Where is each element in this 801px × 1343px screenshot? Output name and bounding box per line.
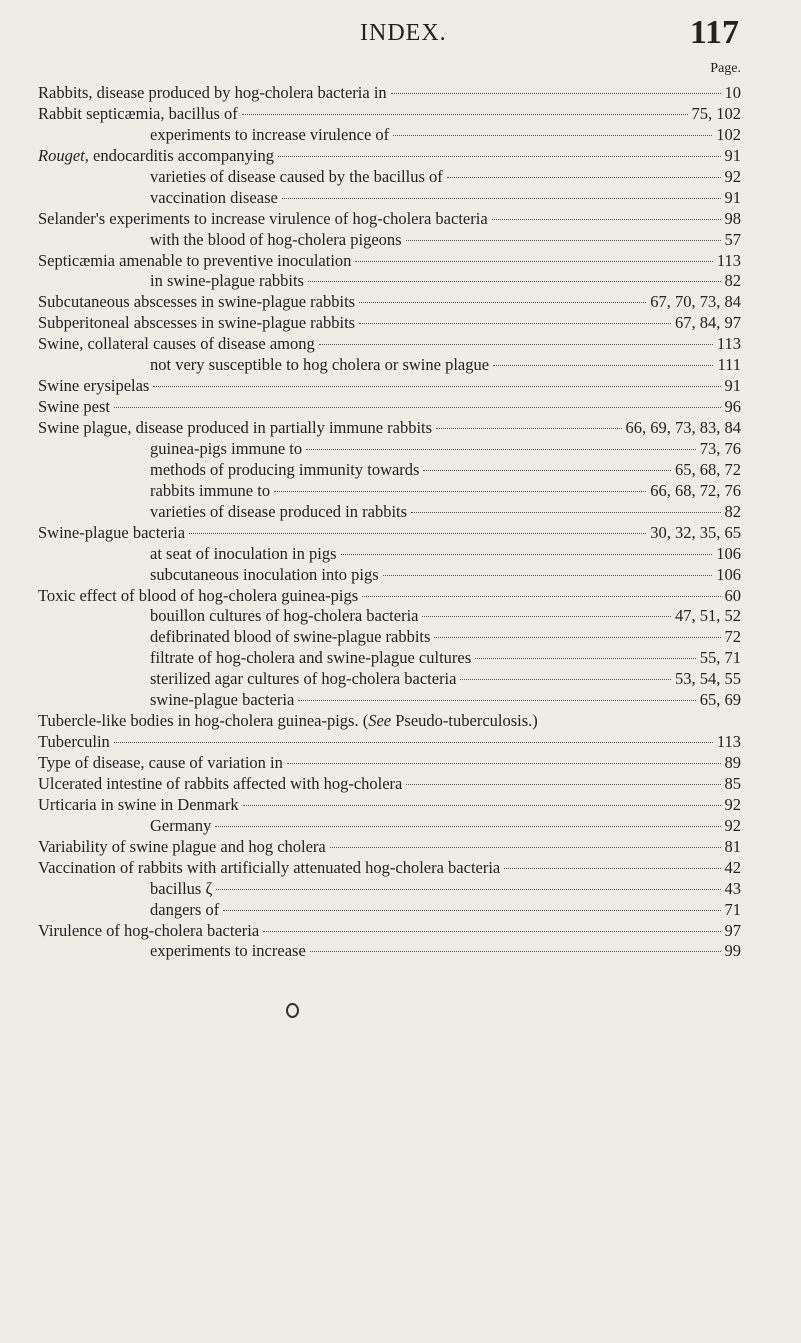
- dot-leader: [423, 470, 671, 471]
- entry-pages: 30, 32, 35, 65: [650, 522, 741, 542]
- entry-pages: 99: [724, 941, 741, 961]
- entry-term-text: not very susceptible to hog cholera or swine plague: [150, 355, 490, 375]
- entry-pages: 92: [724, 815, 741, 835]
- entry-pages: 98: [724, 208, 741, 228]
- index-entry: [38, 125, 741, 146]
- dot-leader: [263, 931, 720, 932]
- entry-term: [150, 565, 379, 585]
- entry-term: [150, 627, 430, 647]
- entry-pages: 92: [724, 794, 741, 814]
- entry-term: [150, 669, 456, 689]
- entry-term-text: Rabbits, disease produced by hog-cholera bacteria in: [38, 83, 387, 102]
- dot-leader: [216, 889, 720, 890]
- index-entry: [38, 941, 741, 962]
- dot-leader: [383, 575, 713, 576]
- index-entry: [38, 230, 741, 251]
- entry-term: [150, 648, 471, 668]
- entry-term: [150, 502, 407, 522]
- entry-pages: 53, 54, 55: [675, 669, 741, 689]
- entry-term: [38, 732, 110, 752]
- entry-term: [150, 125, 389, 145]
- index-entry: [38, 858, 741, 879]
- dot-leader: [287, 763, 721, 764]
- entry-term-text: endocarditis accompanying: [88, 145, 274, 165]
- entry-term: [38, 209, 488, 229]
- entry-term-text: bouillon cultures of hog-cholera bacteria: [150, 606, 419, 626]
- dot-leader: [243, 805, 721, 806]
- entry-term-text: Variability of swine plague and hog cholera: [38, 836, 326, 856]
- end-mark-icon: [286, 1003, 299, 1018]
- entry-term: [38, 334, 315, 354]
- entry-term: [150, 355, 489, 375]
- index-entry: [38, 376, 741, 397]
- entry-term: [150, 816, 211, 836]
- entry-pages: 81: [724, 836, 741, 856]
- index-entry: [38, 648, 741, 669]
- entry-term: [150, 481, 270, 501]
- dot-leader: [447, 177, 721, 178]
- dot-leader: [422, 616, 671, 617]
- index-entry: [38, 774, 741, 795]
- entry-term-text: Swine-plague bacteria: [38, 522, 186, 542]
- dot-leader: [189, 533, 646, 534]
- entry-term: [38, 418, 432, 438]
- index-entry: [38, 418, 741, 439]
- dot-leader: [319, 344, 713, 345]
- dot-leader: [308, 281, 721, 282]
- dot-leader: [362, 596, 720, 597]
- entry-term-text: filtrate of hog-cholera and swine-plague cultures: [150, 648, 472, 668]
- entry-term-text: methods of producing immunity towards: [150, 459, 420, 479]
- entry-term-text: dangers of: [150, 899, 220, 919]
- index-entry: [38, 544, 741, 565]
- entry-term-text: Virulence of hog-cholera bacteria: [38, 920, 260, 940]
- index-entry: [38, 753, 741, 774]
- index-entry: [38, 627, 741, 648]
- dot-leader: [310, 951, 721, 952]
- index-entry: [38, 271, 741, 292]
- index-entry: [38, 921, 741, 942]
- entry-term: [150, 460, 419, 480]
- index-entry: [38, 732, 741, 753]
- dot-leader: [355, 261, 712, 262]
- entry-term-text: Septicæmia amenable to preventive inoculation: [38, 250, 352, 270]
- entry-pages: 10: [724, 83, 741, 102]
- index-entry: [38, 690, 741, 711]
- entry-pages: 55, 71: [699, 648, 741, 668]
- entry-pages: 91: [724, 376, 741, 396]
- entry-term-text: Swine, collateral causes of disease among: [38, 334, 315, 354]
- index-entry: [38, 397, 741, 418]
- entry-term: [38, 313, 355, 333]
- entry-term: [150, 188, 278, 208]
- dot-leader: [330, 847, 721, 848]
- running-title: INDEX.: [360, 20, 447, 46]
- index-entry: [38, 502, 741, 523]
- dot-leader: [306, 449, 696, 450]
- dot-leader: [406, 240, 721, 241]
- dot-leader: [282, 198, 721, 199]
- dot-leader: [436, 428, 621, 429]
- dot-leader: [223, 910, 720, 911]
- index-entry: [38, 900, 741, 921]
- index-entry: [38, 669, 741, 690]
- entry-pages: 82: [724, 271, 741, 291]
- entry-term-text: guinea-pigs immune to: [150, 438, 303, 458]
- index-entry: [38, 355, 741, 376]
- entry-pages: 75, 102: [691, 103, 741, 123]
- index-entry: [38, 523, 741, 544]
- entry-pages: 60: [724, 585, 741, 605]
- entry-pages: 102: [716, 124, 741, 144]
- entry-term-text: at seat of inoculation in pigs: [150, 543, 337, 563]
- dot-leader: [153, 386, 720, 387]
- entry-pages: 82: [724, 501, 741, 521]
- entry-pages: 113: [716, 732, 741, 752]
- dot-leader: [341, 554, 713, 555]
- entry-pages: 92: [724, 166, 741, 186]
- entry-term-text: Swine pest: [38, 397, 110, 417]
- index-entry: [38, 816, 741, 837]
- dot-leader: [493, 365, 713, 366]
- entry-term-text: Pseudo-tuberculosis.): [391, 711, 538, 731]
- entry-term-text: Swine plague, disease produced in partially immune rabbits: [38, 418, 433, 437]
- entry-term: [38, 774, 402, 794]
- dot-leader: [359, 323, 671, 324]
- entry-term-text: Germany: [150, 815, 212, 835]
- entry-term-italic: See: [368, 711, 392, 731]
- entry-term: [150, 690, 294, 710]
- entry-term: [38, 921, 259, 941]
- entry-pages: 42: [724, 857, 741, 877]
- entry-term: [150, 544, 337, 564]
- entry-pages: 85: [724, 773, 741, 793]
- dot-leader: [504, 868, 720, 869]
- entry-pages: 57: [724, 229, 741, 249]
- entry-term: [150, 606, 418, 626]
- page-number: 117: [689, 14, 739, 51]
- entry-term-text: Swine erysipelas: [38, 376, 150, 396]
- index-entry: [38, 167, 741, 188]
- entry-term-text: Selander's experiments to increase virulence of hog-cholera bacteria: [38, 208, 488, 228]
- index-entry: [38, 606, 741, 627]
- entry-term: [38, 753, 283, 773]
- page-column-label: Page.: [710, 61, 741, 76]
- entry-term-text: in swine-plague rabbits: [150, 271, 304, 291]
- entry-term: [38, 795, 239, 815]
- index-entries: [38, 83, 741, 962]
- index-entry: [38, 565, 741, 586]
- index-entry: [38, 837, 741, 858]
- entry-term-text: sterilized agar cultures of hog-cholera bacteria: [150, 669, 457, 689]
- entry-term: [38, 397, 110, 417]
- entry-pages: 66, 68, 72, 76: [650, 480, 741, 500]
- entry-pages: 97: [724, 920, 741, 940]
- entry-term: [38, 586, 358, 606]
- index-entry: [38, 313, 741, 334]
- dot-leader: [298, 700, 695, 701]
- entry-pages: 91: [724, 187, 741, 207]
- entry-term-italic: Rouget,: [38, 145, 89, 165]
- entry-term-text: experiments to increase virulence of: [150, 124, 390, 144]
- index-entry: [38, 334, 741, 355]
- entry-pages: 43: [724, 878, 741, 898]
- entry-term: [150, 167, 443, 187]
- index-entry: [38, 460, 741, 481]
- entry-pages: 72: [724, 627, 741, 647]
- entry-pages: 106: [716, 564, 741, 584]
- entry-pages: 106: [716, 543, 741, 563]
- entry-term: [38, 523, 185, 543]
- entry-pages: 65, 68, 72: [675, 459, 741, 479]
- dot-leader: [391, 93, 721, 94]
- dot-leader: [411, 512, 720, 513]
- entry-term: [38, 837, 326, 857]
- entry-term-text: Subperitoneal abscesses in swine-plague rabbits: [38, 313, 356, 333]
- entry-term-text: Tuberculin: [38, 732, 110, 752]
- entry-term: [150, 941, 306, 961]
- entry-pages: 71: [724, 899, 741, 919]
- entry-pages: 113: [716, 334, 741, 354]
- entry-term-text: Ulcerated intestine of rabbits affected with hog-cholera: [38, 773, 403, 793]
- index-entry: [38, 711, 741, 732]
- dot-leader: [359, 302, 646, 303]
- entry-term-text: Urticaria in swine in Denmark: [38, 794, 239, 814]
- index-entry: [38, 251, 741, 272]
- entry-term: [38, 292, 355, 312]
- running-head: [0, 14, 801, 54]
- entry-term-text: rabbits immune to: [150, 480, 271, 500]
- dot-leader: [434, 637, 720, 638]
- entry-term-text: defibrinated blood of swine-plague rabbits: [150, 627, 431, 647]
- entry-pages: 67, 84, 97: [675, 313, 741, 333]
- entry-term-text: Type of disease, cause of variation in: [38, 753, 283, 772]
- entry-pages: 67, 70, 73, 84: [650, 292, 741, 312]
- entry-pages: 73, 76: [699, 438, 741, 458]
- entry-term-text: bacillus ζ: [150, 878, 213, 898]
- index-entry: [38, 439, 741, 460]
- entry-term-text: Vaccination of rabbits with artificially attenuated hog-cholera bacteria: [38, 857, 501, 877]
- dot-leader: [406, 784, 720, 785]
- dot-leader: [114, 742, 713, 743]
- dot-leader: [274, 491, 646, 492]
- entry-term: [38, 83, 387, 103]
- entry-pages: 111: [717, 355, 741, 375]
- dot-leader: [492, 219, 721, 220]
- index-entry: [38, 586, 741, 607]
- dot-leader: [242, 114, 688, 115]
- entry-term: [38, 376, 149, 396]
- index-entry: [38, 188, 741, 209]
- entry-term-text: Toxic effect of blood of hog-cholera guinea-pigs: [38, 585, 359, 605]
- entry-term: [150, 439, 302, 459]
- dot-leader: [278, 156, 721, 157]
- index-entry: [38, 104, 741, 125]
- entry-term: [38, 711, 538, 731]
- entry-term-text: experiments to increase: [150, 941, 306, 961]
- entry-term-text: subcutaneous inoculation into pigs: [150, 564, 379, 584]
- entry-term: [38, 251, 351, 271]
- index-entry: [38, 879, 741, 900]
- entry-term-text: Subcutaneous abscesses in swine-plague rabbits: [38, 292, 356, 312]
- entry-pages: 96: [724, 397, 741, 417]
- dot-leader: [475, 658, 696, 659]
- entry-term-text: with the blood of hog-cholera pigeons: [150, 229, 402, 249]
- entry-term-text: swine-plague bacteria: [150, 690, 295, 710]
- entry-term-text: Tubercle-like bodies in hog-cholera guinea-pigs. (: [38, 711, 369, 731]
- entry-pages: 47, 51, 52: [675, 606, 741, 626]
- entry-pages: 91: [724, 145, 741, 165]
- entry-term-text: varieties of disease caused by the bacillus of: [150, 166, 443, 186]
- entry-pages: 113: [716, 250, 741, 270]
- dot-leader: [215, 826, 720, 827]
- index-entry: [38, 83, 741, 104]
- dot-leader: [393, 135, 712, 136]
- entry-term: [38, 146, 274, 166]
- index-entry: [38, 795, 741, 816]
- entry-pages: 89: [724, 753, 741, 772]
- entry-term-text: varieties of disease produced in rabbits: [150, 501, 408, 521]
- index-entry: [38, 481, 741, 502]
- entry-term-text: vaccination disease: [150, 187, 278, 207]
- entry-term: [38, 858, 500, 878]
- entry-term: [38, 104, 238, 124]
- index-entry: [38, 146, 741, 167]
- index-entry: [38, 209, 741, 230]
- entry-pages: 66, 69, 73, 83, 84: [625, 418, 741, 437]
- entry-term: [150, 879, 212, 899]
- index-entry: [38, 292, 741, 313]
- entry-term: [150, 900, 219, 920]
- entry-pages: 65, 69: [699, 690, 741, 710]
- dot-leader: [114, 407, 721, 408]
- entry-term-text: Rabbit septicæmia, bacillus of: [38, 103, 238, 123]
- dot-leader: [460, 679, 671, 680]
- entry-term: [150, 271, 304, 291]
- entry-term: [150, 230, 402, 250]
